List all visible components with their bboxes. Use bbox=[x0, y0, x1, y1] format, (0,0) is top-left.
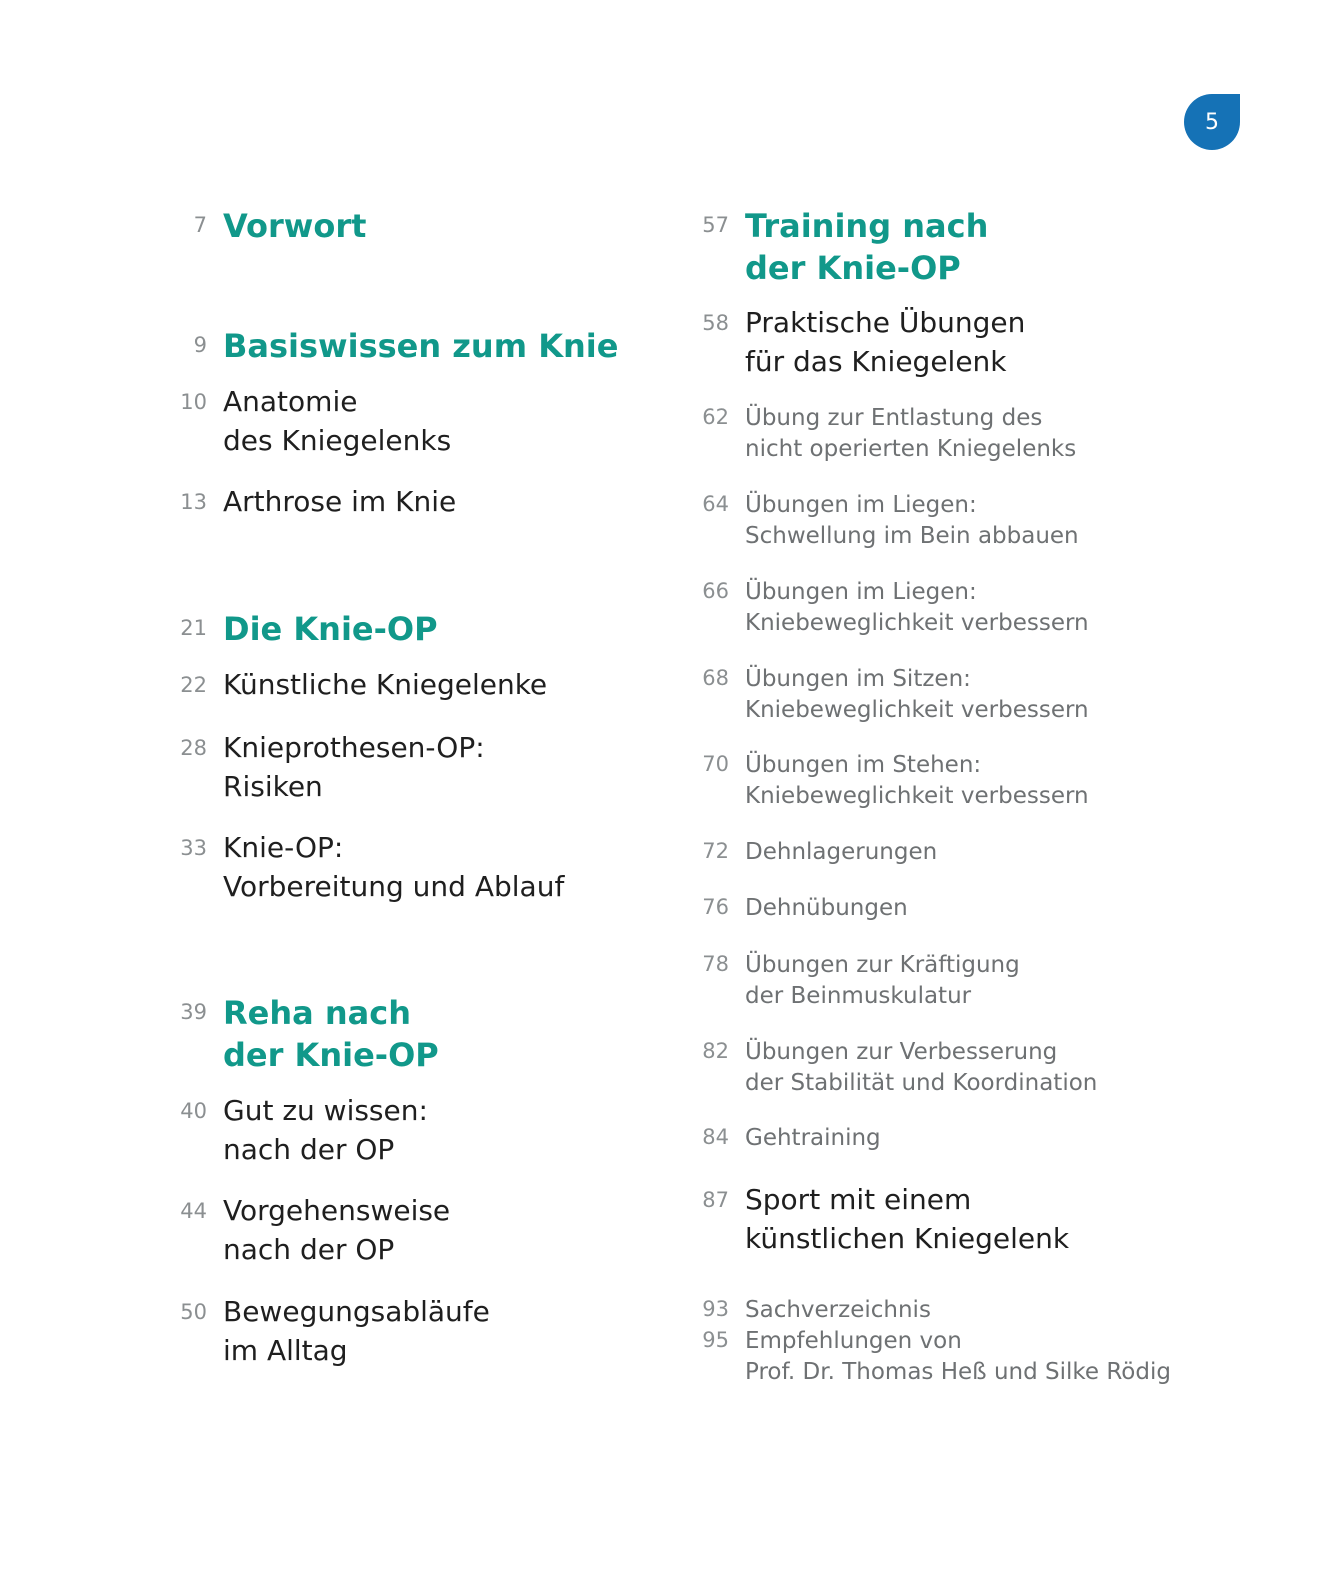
toc-title: Dehnlagerungen bbox=[745, 839, 938, 865]
toc-entry-gehtraining[interactable] bbox=[702, 1123, 881, 1154]
toc-page-number: 84 bbox=[702, 1125, 729, 1149]
toc-entry-liegen-beweglichkeit[interactable] bbox=[702, 577, 1089, 638]
toc-page-number: 68 bbox=[702, 666, 729, 690]
toc-entry-dehnlagerungen[interactable] bbox=[702, 837, 938, 868]
toc-entry-vorgehensweise[interactable] bbox=[180, 1192, 451, 1269]
toc-entry-stabilitaet[interactable] bbox=[702, 1037, 1098, 1098]
toc-page-number: 57 bbox=[702, 213, 729, 237]
toc-title: Künstliche Kniegelenke bbox=[223, 668, 548, 701]
toc-entry-training[interactable] bbox=[702, 205, 989, 289]
toc-entry-anatomie[interactable] bbox=[180, 383, 452, 460]
toc-title: Übungen im Sitzen: Kniebeweglichkeit verbessern bbox=[745, 666, 1089, 723]
toc-title: Knieprothesen-OP: Risiken bbox=[223, 731, 485, 803]
toc-page-number: 72 bbox=[702, 839, 729, 863]
toc-entry-arthrose[interactable] bbox=[180, 483, 457, 522]
toc-page-number: 76 bbox=[702, 895, 729, 919]
toc-entry-kuenstliche-kniegelenke[interactable] bbox=[180, 666, 548, 705]
toc-page-number: 62 bbox=[702, 405, 729, 429]
toc-entry-schwellung[interactable] bbox=[702, 490, 1079, 551]
toc-entry-risiken[interactable] bbox=[180, 729, 485, 806]
toc-entry-vorwort[interactable] bbox=[193, 205, 367, 247]
toc-title: Übungen im Liegen: Kniebeweglichkeit verbessern bbox=[745, 579, 1089, 636]
toc-page-number: 50 bbox=[180, 1300, 207, 1324]
toc-title: Sport mit einem künstlichen Kniegelenk bbox=[745, 1183, 1070, 1255]
toc-title: Übung zur Entlastung des nicht operierten Kniegelenks bbox=[745, 405, 1077, 462]
toc-page-number: 66 bbox=[702, 579, 729, 603]
toc-entry-dehnuebungen[interactable] bbox=[702, 893, 908, 924]
toc-entry-sport[interactable] bbox=[702, 1181, 1070, 1258]
toc-title: Vorgehensweise nach der OP bbox=[223, 1194, 451, 1266]
toc-entry-sitzen[interactable] bbox=[702, 664, 1089, 725]
toc-page-number: 64 bbox=[702, 492, 729, 516]
toc-page-number: 33 bbox=[180, 836, 207, 860]
toc-entry-knie-op[interactable] bbox=[180, 608, 438, 650]
toc-title: Training nach der Knie-OP bbox=[745, 207, 989, 287]
toc-title: Gut zu wissen: nach der OP bbox=[223, 1094, 428, 1166]
toc-entry-empfehlungen[interactable] bbox=[702, 1326, 1171, 1387]
toc-title: Die Knie-OP bbox=[223, 610, 438, 648]
toc-entry-kraeftigung[interactable] bbox=[702, 950, 1020, 1011]
toc-title: Knie-OP: Vorbereitung und Ablauf bbox=[223, 831, 565, 903]
toc-page-number: 22 bbox=[180, 673, 207, 697]
toc-title: Praktische Übungen für das Kniegelenk bbox=[745, 306, 1026, 378]
toc-page-number: 13 bbox=[180, 490, 207, 514]
toc-title: Dehnübungen bbox=[745, 895, 908, 921]
toc-title: Arthrose im Knie bbox=[223, 485, 457, 518]
toc-page-number: 21 bbox=[180, 616, 207, 640]
toc-entry-gut-zu-wissen[interactable] bbox=[180, 1092, 428, 1169]
page-number-badge: 5 bbox=[1184, 94, 1240, 150]
toc-title: Anatomie des Kniegelenks bbox=[223, 385, 452, 457]
toc-entry-entlastung[interactable] bbox=[702, 403, 1077, 464]
toc-page-number: 78 bbox=[702, 952, 729, 976]
toc-title: Übungen im Liegen: Schwellung im Bein abbauen bbox=[745, 492, 1079, 549]
toc-page-number: 40 bbox=[180, 1099, 207, 1123]
toc-entry-vorbereitung[interactable] bbox=[180, 829, 565, 906]
toc-page-number: 28 bbox=[180, 736, 207, 760]
toc-title: Reha nach der Knie-OP bbox=[223, 994, 439, 1074]
toc-entry-basiswissen[interactable] bbox=[193, 325, 619, 367]
toc-page-number: 44 bbox=[180, 1199, 207, 1223]
toc-title: Empfehlungen von Prof. Dr. Thomas Heß und Silke Rödig bbox=[745, 1328, 1171, 1385]
toc-title: Übungen zur Kräftigung der Beinmuskulatur bbox=[745, 952, 1020, 1009]
toc-title: Übungen zur Verbesserung der Stabilität und Koordination bbox=[745, 1039, 1098, 1096]
toc-page-number: 39 bbox=[180, 1000, 207, 1024]
toc-page-number: 95 bbox=[702, 1328, 729, 1352]
toc-entry-stehen[interactable] bbox=[702, 750, 1089, 811]
toc-page-number: 87 bbox=[702, 1188, 729, 1212]
toc-title: Gehtraining bbox=[745, 1125, 881, 1151]
toc-title: Übungen im Stehen: Kniebeweglichkeit verbessern bbox=[745, 752, 1089, 809]
toc-page-number: 9 bbox=[193, 333, 207, 357]
toc-title: Sachverzeichnis bbox=[745, 1297, 931, 1323]
toc-page-number: 7 bbox=[193, 213, 207, 237]
toc-entry-bewegungsablaeufe[interactable] bbox=[180, 1293, 490, 1370]
toc-title: Basiswissen zum Knie bbox=[223, 327, 619, 365]
toc-entry-praktische-uebungen[interactable] bbox=[702, 304, 1026, 381]
toc-entry-reha[interactable] bbox=[180, 992, 439, 1076]
toc-page-number: 70 bbox=[702, 752, 729, 776]
toc-entry-sachverzeichnis[interactable] bbox=[702, 1295, 931, 1326]
toc-page-number: 58 bbox=[702, 311, 729, 335]
toc-title: Vorwort bbox=[223, 207, 367, 245]
toc-title: Bewegungsabläufe im Alltag bbox=[223, 1295, 490, 1367]
toc-page-number: 82 bbox=[702, 1039, 729, 1063]
toc-page-number: 10 bbox=[180, 390, 207, 414]
toc-page-number: 93 bbox=[702, 1297, 729, 1321]
